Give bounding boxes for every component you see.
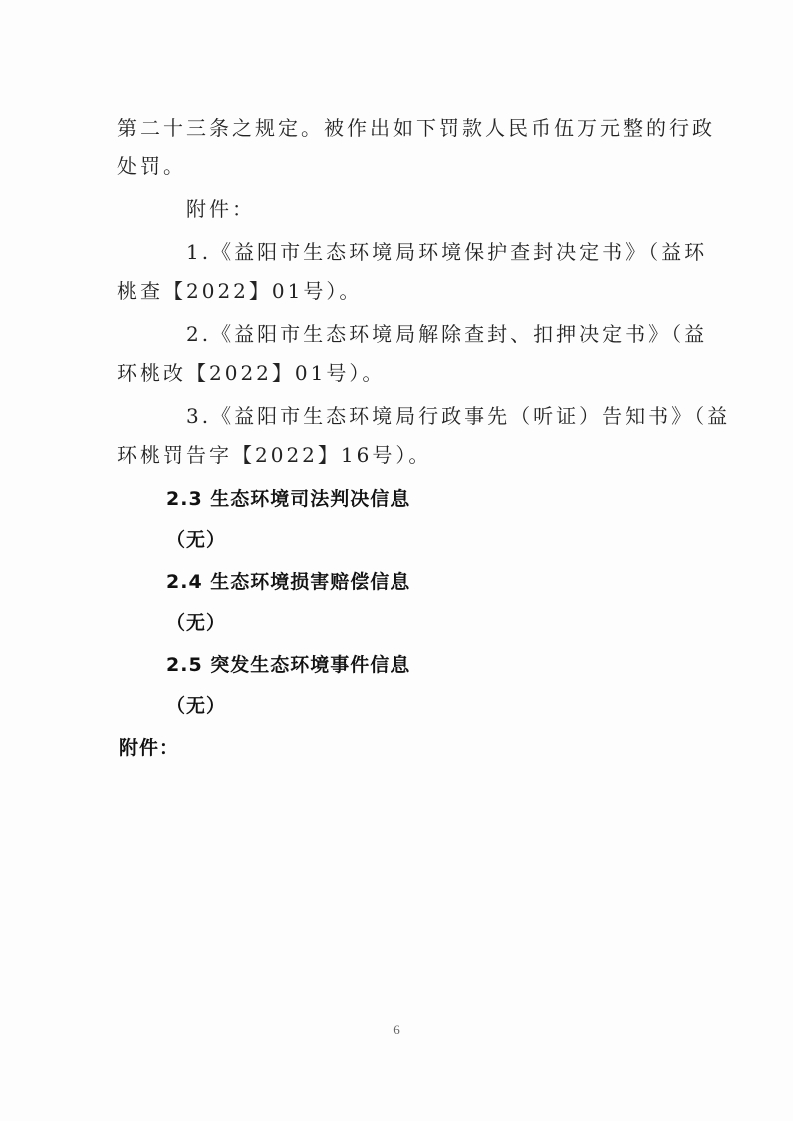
section-content-2-5: （无） — [166, 695, 227, 717]
section-content-2-4: （无） — [166, 612, 227, 634]
section-heading-2-5: 2.5 突发生态环境事件信息 — [166, 654, 411, 676]
section-content-2-3: （无） — [166, 529, 227, 551]
attachment-item-3-line1: 3.《益阳市生态环境局行政事先（听证）告知书》（益 — [186, 404, 731, 428]
page-number: 6 — [393, 1022, 400, 1037]
attachments-heading: 附件： — [186, 197, 255, 221]
paragraph-line: 第二十三条之规定。被作出如下罚款人民币伍万元整的行政 — [117, 116, 715, 140]
attachment-item-1-line1: 1.《益阳市生态环境局环境保护查封决定书》（益环 — [186, 240, 708, 264]
paragraph-line: 处罚。 — [117, 154, 186, 178]
section-heading-2-4: 2.4 生态环境损害赔偿信息 — [166, 571, 411, 593]
section-heading-2-3: 2.3 生态环境司法判决信息 — [166, 488, 411, 510]
attachment-item-2-line2: 环桃改【2022】01号）。 — [117, 361, 386, 385]
attachment-item-2-line1: 2.《益阳市生态环境局解除查封、扣押决定书》（益 — [186, 322, 708, 346]
attachment-item-1-line2: 桃查【2022】01号）。 — [117, 279, 363, 303]
footer-attachment-label: 附件： — [119, 737, 180, 759]
attachment-item-3-line2: 环桃罚告字【2022】16号）。 — [117, 443, 432, 467]
